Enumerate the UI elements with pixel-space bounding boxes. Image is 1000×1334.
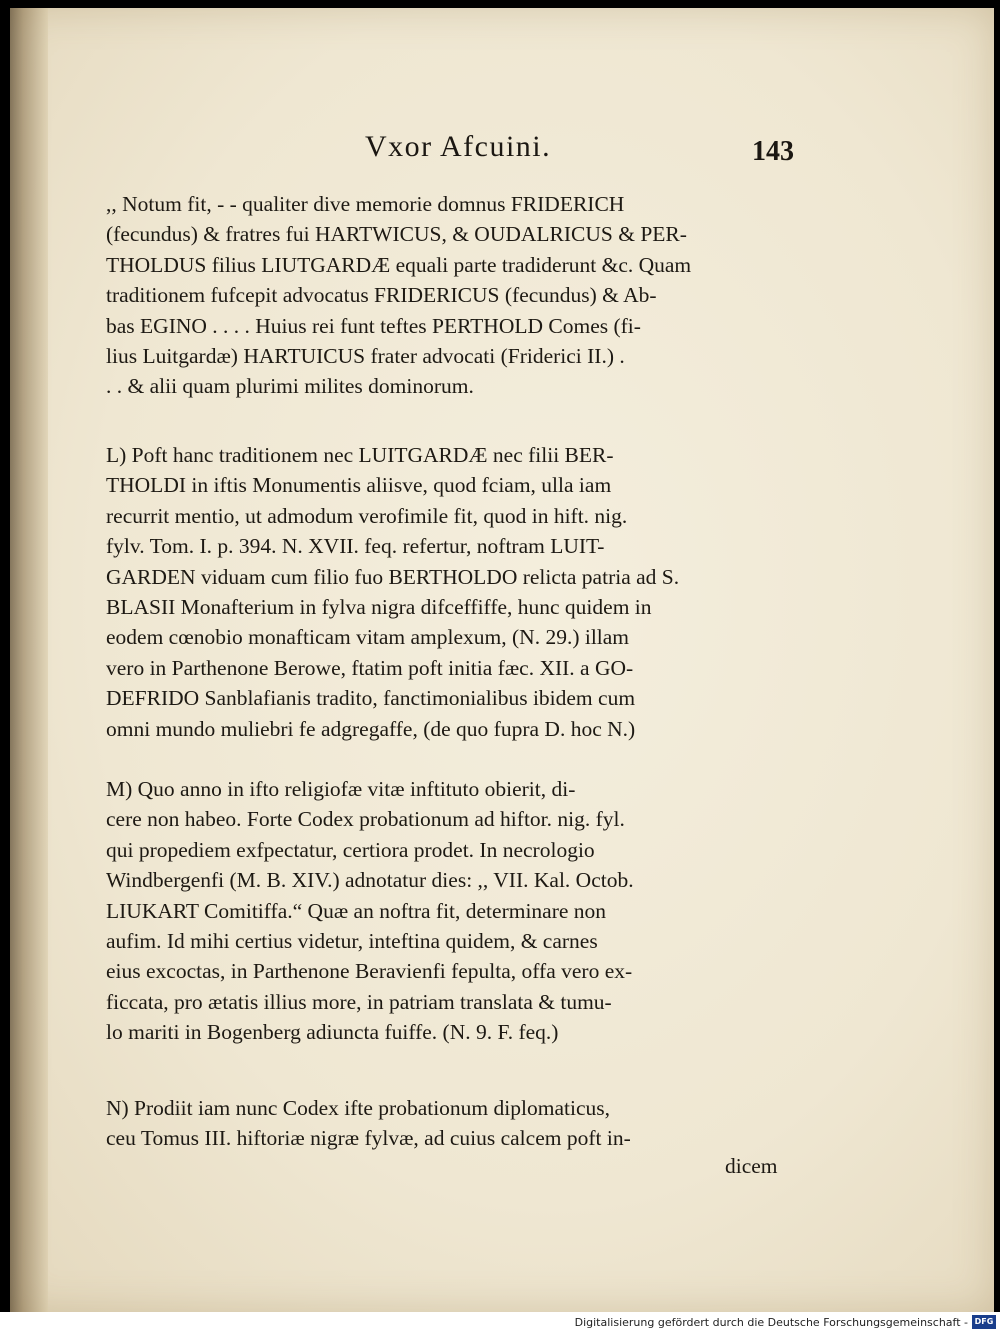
text-line: L) Poft hanc traditionem nec LUITGARDÆ nec filii BER- [106, 443, 614, 467]
text-line: THOLDUS filius LIUTGARDÆ equali parte tradiderunt &c. Quam [106, 252, 692, 277]
text-line: traditionem fufcepit advocatus FRIDERICUS (fecundus) & Ab- [106, 283, 657, 308]
text-line: N) Prodiit iam nunc Codex ifte probationum diplomaticus, [106, 1096, 610, 1120]
text-line: ceu Tomus III. hiftoriæ nigræ fylvæ, ad cuius calcem poft in- [106, 1126, 631, 1151]
text-line: M) Quo anno in ifto religiofæ vitæ inftituto obierit, di- [106, 777, 576, 801]
text-line: qui propediem exfpectatur, certiora prodet. In necrologio [106, 837, 595, 862]
book-spine-shadow [10, 8, 48, 1312]
text-line: ficcata, pro ætatis illius more, in patriam translata & tumu- [106, 989, 612, 1014]
text-line: aufim. Id mihi certius videtur, inteftina quidem, & carnes [106, 928, 598, 953]
paragraph-n [106, 1093, 796, 1154]
running-title: Vxor Afcuini. [365, 130, 552, 163]
text-line: cere non habeo. Forte Codex probationum ad hiftor. nig. fyl. [106, 807, 625, 832]
scanned-page [10, 8, 994, 1312]
page-number: 143 [752, 136, 794, 167]
text-line: vero in Parthenone Berowe, ftatim poft initia fæc. XII. a GO- [106, 655, 634, 680]
text-line: lius Luitgardæ) HARTUICUS frater advocati (Friderici II.) . [106, 343, 625, 368]
text-line: Windbergenfi (M. B. XIV.) adnotatur dies: ,, VII. Kal. Octob. [106, 868, 634, 893]
catchword: dicem [725, 1154, 778, 1178]
paragraph-m [106, 774, 796, 1048]
page-header [10, 130, 994, 170]
text-line: DEFRIDO Sanblafianis tradito, fanctimonialibus ibidem cum [106, 686, 636, 711]
text-line: LIUKART Comitiffa.“ Quæ an noftra fit, determinare non [106, 898, 607, 923]
text-line: lo mariti in Bogenberg adiuncta fuiffe. (N. 9. F. feq.) [106, 1020, 559, 1045]
text-line: recurrit mentio, ut admodum verofimile fit, quod in hift. nig. [106, 503, 628, 528]
dfg-logo-icon: DFG [972, 1315, 996, 1329]
text-line: eius excoctas, in Parthenone Beravienfi fepulta, offa vero ex- [106, 959, 633, 984]
text-line: omni mundo muliebri fe adgregaffe, (de quo fupra D. hoc N.) [106, 716, 636, 741]
text-line: THOLDI in iftis Monumentis aliisve, quod fciam, ulla iam [106, 473, 612, 498]
text-line: ,, Notum fit, - - qualiter dive memorie domnus FRIDERICH [106, 192, 625, 216]
text-line: GARDEN viduam cum filio fuo BERTHOLDO relicta patria ad S. [106, 564, 680, 589]
digitization-footer [0, 1312, 1000, 1334]
text-line: eodem cœnobio monafticam vitam amplexum, (N. 29.) illam [106, 625, 630, 650]
text-line: fylv. Tom. I. p. 394. N. XVII. feq. refertur, noftram LUIT- [106, 534, 605, 559]
text-line: . . & alii quam plurimi milites dominorum. [106, 374, 474, 399]
funding-credit: Digitalisierung gefördert durch die Deutsche Forschungsgemeinschaft - [574, 1316, 968, 1329]
text-line: BLASII Monafterium in fylva nigra difceffiffe, hunc quidem in [106, 594, 652, 619]
paragraph-charter-quote [106, 189, 796, 402]
paragraph-l [106, 440, 796, 744]
text-line: bas EGINO . . . . Huius rei funt teftes PERTHOLD Comes (fi- [106, 313, 641, 338]
text-line: (fecundus) & fratres fui HARTWICUS, & OUDALRICUS & PER- [106, 222, 687, 247]
